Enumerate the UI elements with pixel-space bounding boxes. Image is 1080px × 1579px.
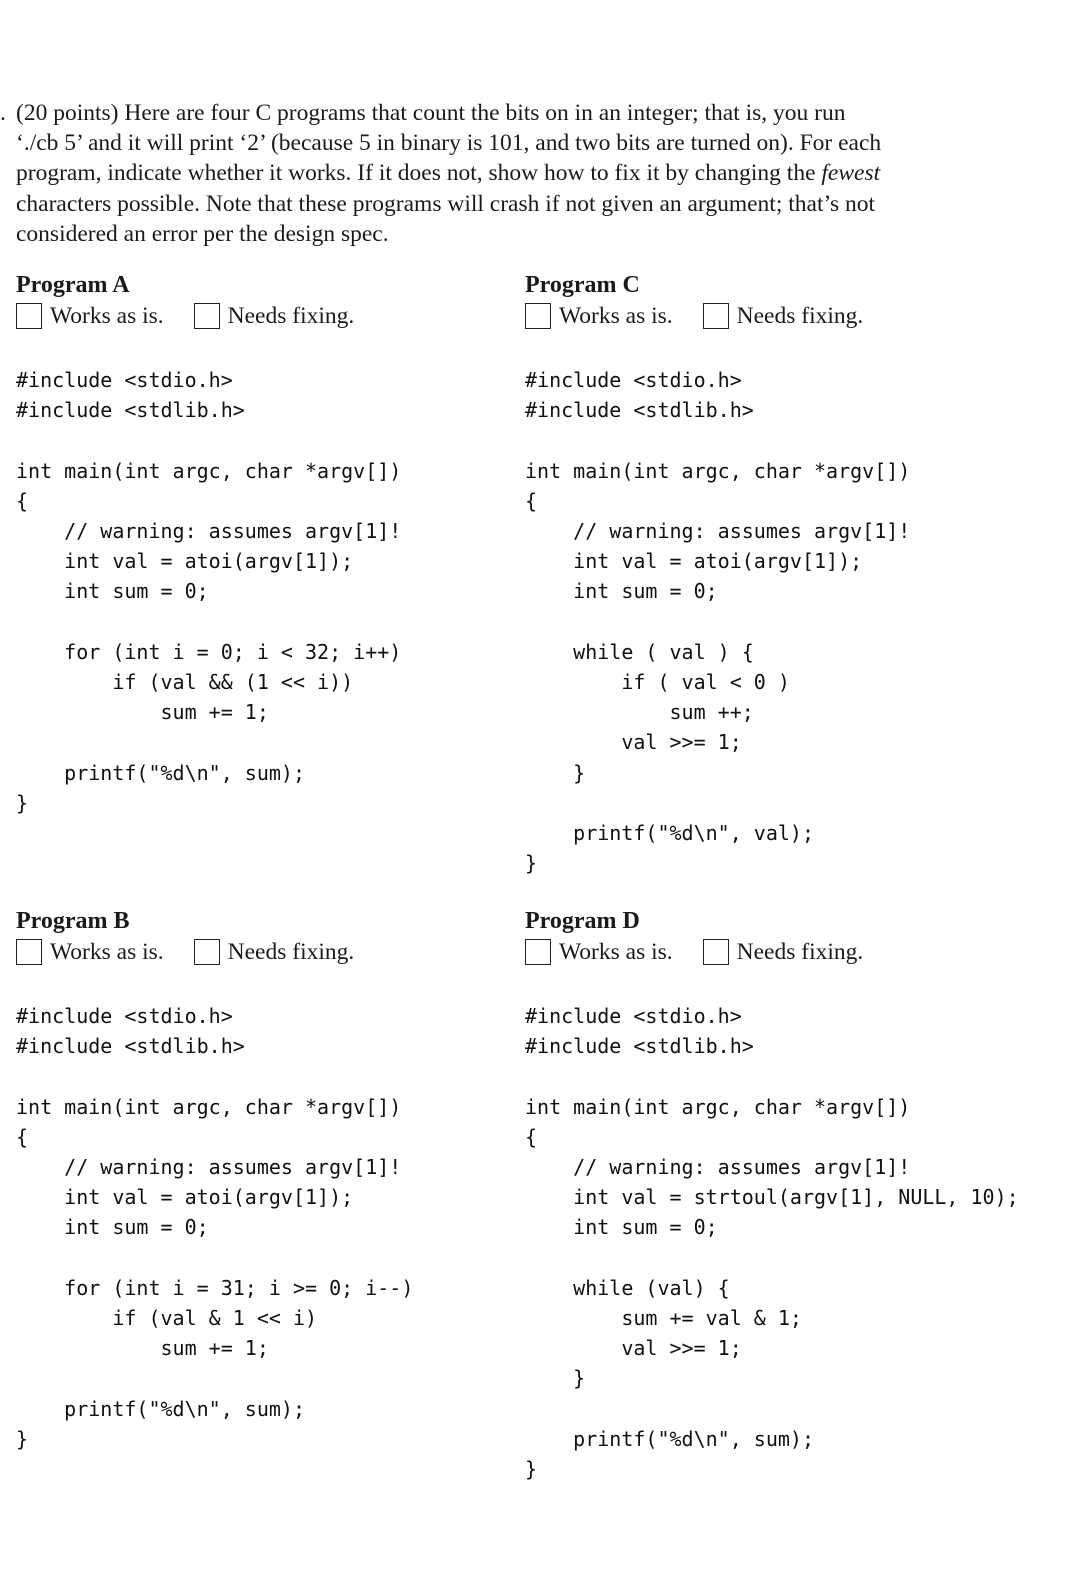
question-line-5: considered an error per the design spec. (16, 220, 389, 247)
program-b-options (16, 936, 536, 968)
program-a-options (16, 300, 536, 332)
program-d-works-option[interactable] (525, 939, 673, 966)
program-a-works-checkbox[interactable] (16, 303, 42, 329)
program-d-title: Program D (525, 908, 640, 934)
program-c-panel (525, 270, 1045, 878)
program-b-works-option[interactable] (16, 939, 164, 966)
program-c-options (525, 300, 1045, 332)
program-b-works-label: Works as is. (50, 938, 164, 965)
emphasis-fewest: fewest (821, 160, 881, 187)
program-c-fix-option[interactable] (703, 303, 864, 330)
program-b-code: #include <stdio.h> #include <stdlib.h> int main(int argc, char *argv[]) { // warning: assumes argv[1]! int val = atoi(argv[1]); int sum = 0; for (int i = 31; i >= 0; i--) if (val & 1 << i) sum += 1; printf("%d\n", sum); } (16, 1004, 414, 1451)
program-d-code: #include <stdio.h> #include <stdlib.h> int main(int argc, char *argv[]) { // warning: assumes argv[1]! int val = strtoul(argv[1], NULL, 10); int sum = 0; while (val) { sum += val & 1; val >>= 1; } printf("%d\n", sum); } (525, 1004, 1019, 1482)
program-b-fix-option[interactable] (194, 939, 355, 966)
question-line-1-text: (20 points) Here are four C programs that count the bits on in an integer; that is, you run (16, 100, 846, 126)
program-d-options (525, 936, 1065, 968)
program-d-fix-label: Needs fixing. (736, 938, 864, 965)
program-d-fix-checkbox[interactable] (703, 939, 729, 965)
program-b-panel (16, 906, 536, 1454)
program-d-panel (525, 906, 1065, 1484)
question-line-3-text: program, indicate whether it works. If it does not, show how to fix it by changing the (16, 160, 822, 187)
program-a-fix-label: Needs fixing. (227, 302, 355, 329)
program-d-fix-option[interactable] (703, 939, 864, 966)
program-c-fix-checkbox[interactable] (703, 303, 729, 329)
program-b-fix-label: Needs fixing. (227, 938, 355, 965)
program-c-fix-label: Needs fixing. (736, 302, 864, 329)
program-c-code: #include <stdio.h> #include <stdlib.h> int main(int argc, char *argv[]) { // warning: assumes argv[1]! int val = atoi(argv[1]); int sum = 0; while ( val ) { if ( val < 0 ) sum ++; val >>= 1; } printf("%d\n", val); } (525, 368, 911, 876)
program-d-works-checkbox[interactable] (525, 939, 551, 965)
program-a-title: Program A (16, 272, 130, 298)
program-a-works-option[interactable] (16, 303, 164, 330)
program-d-works-label: Works as is. (559, 938, 673, 965)
question-line-2: ‘./cb 5’ and it will print ‘2’ (because 5 in binary is 101, and two bits are turned on). For each (16, 130, 882, 157)
program-b-title: Program B (16, 908, 130, 934)
program-a-works-label: Works as is. (50, 302, 164, 329)
program-a-fix-checkbox[interactable] (194, 303, 220, 329)
program-a-panel (16, 270, 536, 818)
program-b-works-checkbox[interactable] (16, 939, 42, 965)
program-c-works-option[interactable] (525, 303, 673, 330)
program-b-fix-checkbox[interactable] (194, 939, 220, 965)
program-c-title: Program C (525, 272, 640, 298)
question-number-marker: . (0, 100, 6, 126)
program-c-works-checkbox[interactable] (525, 303, 551, 329)
program-c-works-label: Works as is. (559, 302, 673, 329)
program-a-code: #include <stdio.h> #include <stdlib.h> int main(int argc, char *argv[]) { // warning: assumes argv[1]! int val = atoi(argv[1]); int sum = 0; for (int i = 0; i < 32; i++) if (val && (1 << i)) sum += 1; printf("%d\n", sum); } (16, 368, 402, 815)
question-line-4: characters possible. Note that these programs will crash if not given an argument; that’s not (16, 190, 876, 217)
question-line-1 (0, 98, 1020, 128)
question-line-3 (0, 158, 1020, 188)
program-a-fix-option[interactable] (194, 303, 355, 330)
question-text (0, 98, 1020, 249)
